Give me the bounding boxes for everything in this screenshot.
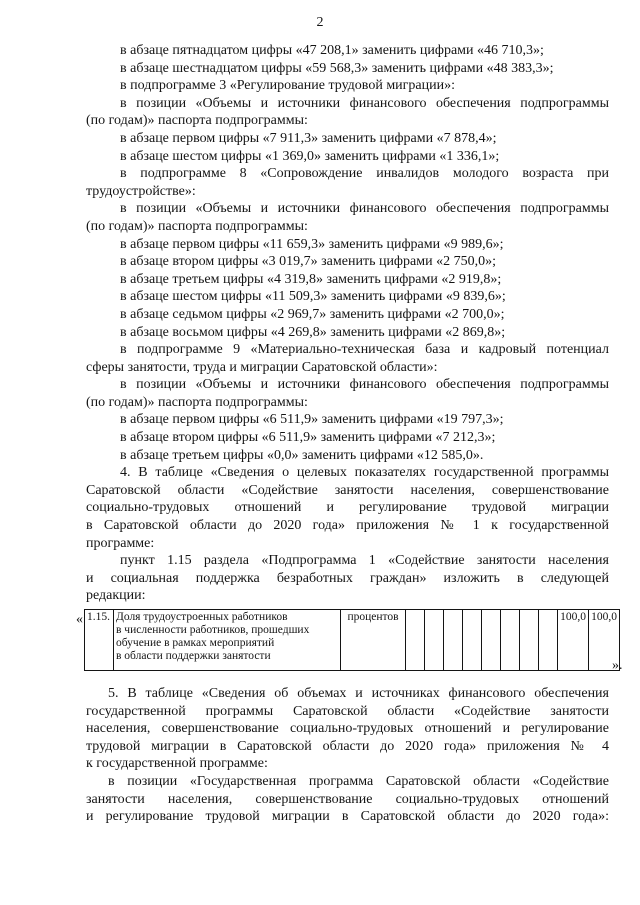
text-line: в абзаце втором цифры «6 511,9» заменить цифрами «7 212,3»; (120, 430, 496, 446)
text-line: пункт 1.15 раздела «Подпрограмма 1 «Содействие занятости населения (120, 553, 609, 569)
text-line: в абзаце первом цифры «11 659,3» заменить цифрами «9 989,6»; (120, 236, 504, 252)
table-cell-empty (482, 610, 501, 671)
text-line: в абзаце седьмом цифры «2 969,7» заменить цифрами «2 700,0»; (120, 306, 505, 322)
text-line: трудовой миграции в Саратовской области до 2020 года» приложения № 4 (86, 738, 609, 754)
amendments-text (86, 42, 609, 605)
text-line: в позиции «Объемы и источники финансового обеспечения подпрограммы (120, 201, 609, 217)
text-line: к государственной программе: (86, 756, 268, 772)
text-line: редакции: (86, 588, 146, 604)
text-line: занятости населения, совершенствование социально-трудовых отношений (86, 791, 609, 807)
text-line: государственной программы Саратовской области «Содействие занятости (86, 703, 609, 719)
indicator-unit: процентов (341, 610, 406, 671)
text-line: в подпрограмме 9 «Материально-техническая база и кадровый потенциал (120, 342, 609, 358)
text-line: 5. В таблице «Сведения об объемах и источниках финансового обеспечения (108, 686, 609, 701)
text-line: в Саратовской области до 2020 года» приложения № 1 к государственной (86, 518, 609, 534)
text-line: Саратовской области «Содействие занятости населения, совершенствование (86, 482, 609, 498)
text-line: (по годам)» паспорта подпрограммы: (86, 113, 308, 129)
indicator-name-line: в численности работников, прошедших (116, 624, 310, 636)
quote-open: « (76, 612, 83, 627)
text-line: 4. В таблице «Сведения о целевых показателях государственной программы (120, 465, 609, 481)
text-line: сферы занятости, труда и миграции Саратовской области»: (86, 359, 438, 375)
text-line: в абзаце третьем цифры «4 319,8» заменить цифрами «2 919,8»; (120, 271, 502, 287)
table-cell-empty (425, 610, 444, 671)
amendments-text-continued (86, 685, 609, 826)
text-line: (по годам)» паспорта подпрограммы: (86, 394, 308, 410)
page-number: 2 (316, 15, 324, 30)
indicator-table-block (76, 609, 636, 673)
text-line: в абзаце первом цифры «6 511,9» заменить цифрами «19 797,3»; (120, 412, 504, 428)
text-line: в подпрограмме 3 «Регулирование трудовой миграции»: (120, 78, 455, 94)
text-line: в абзаце втором цифры «3 019,7» заменить цифрами «2 750,0»; (120, 254, 496, 270)
table-cell-empty (501, 610, 520, 671)
text-line: программе: (86, 535, 155, 551)
text-line: в подпрограмме 8 «Сопровождение инвалидов молодого возраста при (120, 166, 609, 182)
text-line: в абзаце пятнадцатом цифры «47 208,1» заменить цифрами «46 710,3»; (120, 43, 544, 58)
text-line: в позиции «Объемы и источники финансового обеспечения подпрограммы (120, 95, 609, 111)
indicator-number: 1.15. (85, 610, 114, 671)
table-cell-empty (406, 610, 425, 671)
indicator-value: 100,0 (589, 610, 620, 671)
text-line: и регулирование трудовой миграции в Саратовской области до 2020 года»: (86, 809, 609, 825)
text-line: в абзаце шестом цифры «11 509,3» заменить цифрами «9 839,6»; (120, 289, 506, 305)
text-line: в абзаце первом цифры «7 911,3» заменить цифрами «7 878,4»; (120, 130, 497, 146)
text-line: в абзаце восьмом цифры «4 269,8» заменить цифрами «2 869,8»; (120, 324, 506, 340)
text-line: населения, совершенствование социально-трудовых отношений и регулирование (86, 721, 609, 737)
table-cell-empty (539, 610, 558, 671)
table-cell-empty (463, 610, 482, 671)
text-line: и социальная поддержка безработных граждан» изложить в следующей (86, 570, 609, 586)
table-cell-empty (444, 610, 463, 671)
table-row (85, 610, 620, 671)
indicator-name-line: обучение в рамках мероприятий (116, 637, 275, 649)
text-line: в позиции «Объемы и источники финансового обеспечения подпрограммы (120, 377, 609, 393)
indicator-name (114, 610, 341, 671)
text-line: в абзаце шестом цифры «1 369,0» заменить цифрами «1 336,1»; (120, 148, 500, 164)
indicator-table (84, 609, 620, 671)
text-line: (по годам)» паспорта подпрограммы: (86, 218, 308, 234)
indicator-value: 100,0 (558, 610, 589, 671)
text-line: социально-трудовых отношений и регулирование трудовой миграции (86, 500, 609, 516)
indicator-name-line: Доля трудоустроенных работников (116, 611, 288, 623)
text-line: в абзаце шестнадцатом цифры «59 568,3» заменить цифрами «48 383,3»; (120, 60, 554, 76)
table-cell-empty (520, 610, 539, 671)
text-line: в абзаце третьем цифры «0,0» заменить цифрами «12 585,0». (120, 447, 484, 463)
indicator-name-line: в области поддержки занятости (116, 650, 271, 662)
text-line: трудоустройстве»: (86, 183, 196, 199)
quote-close: ». (612, 658, 623, 673)
text-line: в позиции «Государственная программа Саратовской области «Содействие (108, 773, 609, 789)
